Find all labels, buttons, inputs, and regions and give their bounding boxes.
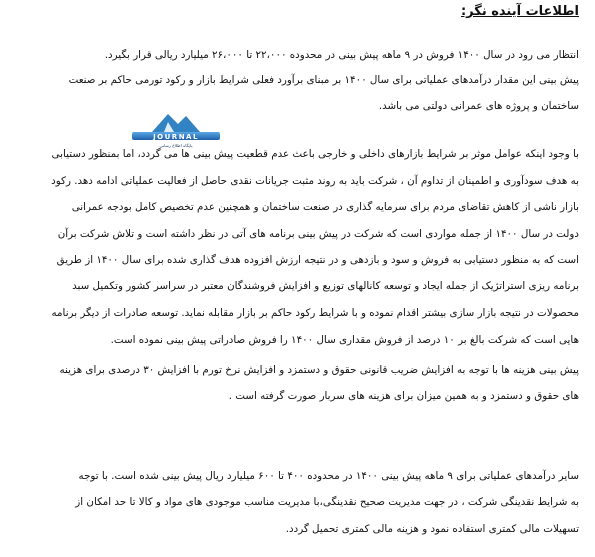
text-line: به شرایط نقدینگی شرکت ، در جهت مدیریت صحیح نقدینگی،با مدیریت مناسب موجودی های مواد و کالا تا حد امکان از bbox=[75, 496, 579, 508]
text-line: تسهیلات مالی کمتری استفاده نمود و هزینه مالی کمتری تحمیل گردد. bbox=[285, 523, 579, 535]
text-line: ساختمان و پروژه های عمرانی دولتی می باشد. bbox=[378, 100, 579, 112]
text-line: محصولات در نتیجه بازار سازی بیشتر اقدام نموده و با شرایط رکود حاکم بر بازار مقابله نماید. توسعه صادرات از دیگر برنامه bbox=[51, 307, 579, 319]
text-line: های حقوق و دستمزد و به همین میزان برای هزینه های سربار صورت گرفته است . bbox=[228, 390, 579, 402]
text-line: پیش بینی هزینه ها با توجه به افزایش ضریب قانونی حقوق و دستمزد و افزایش نرخ تورم با افزایش ۳۰ درصدی برای هزینه bbox=[59, 364, 579, 376]
text-line: پیش بینی این مقدار درآمدهای عملیاتی برای سال ۱۴۰۰ بر مبنای برآورد فعلی شرایط بازار و رکود تورمی حاکم بر صنعت bbox=[68, 74, 579, 86]
logo-text: JOURNAL bbox=[153, 133, 199, 141]
text-line: است که به منظور دستیابی به فروش و سود و بازدهی و در نتیجه ارزش افزوده هدف گذاری شده برای سال ۱۴۰۰ از طریق bbox=[56, 254, 579, 266]
logo-graphic bbox=[130, 108, 222, 148]
section-heading: اطلاعات آینده نگر: bbox=[460, 4, 579, 19]
text-line: سایر درآمدهای عملیاتی برای ۹ ماهه پیش بینی ۱۴۰۰ در محدوده ۴۰۰ تا ۶۰۰ میلیارد ریال پیش بینی شده است. با توجه bbox=[78, 470, 579, 482]
text-line: دولت در سال ۱۴۰۰ از جمله مواردی است که شرکت در پیش بینی برنامه های آتی در نظر داشته است و تلاش شرکت برآن bbox=[57, 228, 579, 240]
text-line: هایی است که شرکت بالغ بر ۱۰ درصد از فروش مقداری سال ۱۴۰۰ را فروش صادراتی پیش بینی نموده است. bbox=[110, 334, 579, 346]
text-line: با وجود اینکه عوامل موثر بر شرایط بازارهای داخلی و خارجی باعث عدم قطعیت پیش بینی ها می گردد، اما بمنظور دستیابی bbox=[51, 148, 579, 160]
journal-logo bbox=[130, 108, 222, 148]
logo-roof-icon bbox=[152, 114, 200, 132]
text-line: برنامه ریزی استراتژیک از جمله ایجاد و توسعه کانالهای توزیع و افزایش فروشندگان معتبر در سراسر کشور وتکمیل سبد bbox=[72, 280, 579, 292]
logo-subtext: پایگاه اطلاع رسانی bbox=[159, 143, 193, 148]
text-line: به هدف سودآوری و اطمینان از تداوم آن ، شرکت باید به روند مثبت جریانات نقدی حاصل از فعالیت عملیاتی ادامه دهد. رکود bbox=[51, 175, 579, 187]
text-line: بازار ناشی از کاهش تقاضای مردم برای سرمایه گذاری در صنعت ساختمان و همچنین عدم تخصیص کامل بودجه عمرانی bbox=[71, 201, 579, 213]
text-line: انتظار می رود در سال ۱۴۰۰ فروش در ۹ ماهه پیش بینی در محدوده ۲۲،۰۰۰ تا ۲۶،۰۰۰ میلیارد ریالی قرار بگیرد. bbox=[104, 49, 579, 61]
